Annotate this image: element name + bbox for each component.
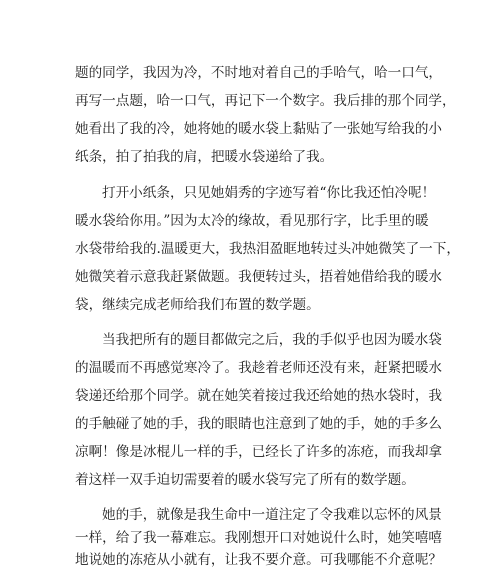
text-line: 她微笑着示意我赶紧做题。我便转过头，捂着她借给我的暖水	[75, 269, 443, 285]
text-line: 暖水袋给你用。”因为太冷的缘故，看见那行字，比手里的暖	[75, 213, 429, 229]
text-line: 她看出了我的冷，她将她的暖水袋上黏贴了一张她写给我的小	[75, 121, 443, 137]
text-line: 她的手，就像是我生命中一道注定了令我难以忘怀的风景	[102, 507, 442, 523]
text-line: 一样，给了我一幕难忘。我刚想开口对她说什么时，她笑嘻嘻	[75, 530, 443, 546]
text-line: 着这样一双手迫切需要着的暖水袋写完了所有的数学题。	[75, 472, 415, 488]
text-line: 再写一点题，哈一口气，再记下一个数字。我后排的那个同学，	[75, 93, 456, 109]
text-line: 袋递还给那个同学。就在她笑着接过我还给她的热水袋时，我	[75, 388, 443, 404]
text-line: 打开小纸条，只见她娟秀的字迹写着“你比我还怕冷呢！	[102, 185, 436, 201]
text-line: 的温暖而不再感觉寒冷了。我趁着老师还没有来，赶紧把暖水	[75, 360, 443, 376]
text-line: 水袋带给我的.温暖更大，我热泪盈眶地转过头冲她微笑了一下，	[75, 241, 460, 257]
text-line: 的手触碰了她的手，我的眼睛也注意到了她的手，她的手多么	[75, 416, 443, 432]
text-line: 当我把所有的题目都做完之后，我的手似乎也因为暖水袋	[102, 332, 442, 348]
text-line: 袋，继续完成老师给我们布置的数学题。	[75, 297, 320, 313]
text-line: 纸条，拍了拍我的肩，把暖水袋递给了我。	[75, 149, 334, 165]
text-line: 题的同学，我因为冷，不时地对着自己的手哈气，哈一口气，	[75, 65, 443, 81]
text-line: 地说她的冻疮从小就有，让我不要介意。可我哪能不介意呢？	[75, 552, 443, 568]
text-line: 凉啊！像是冰棍儿一样的手，已经长了许多的冻疮，而我却拿	[75, 444, 443, 460]
